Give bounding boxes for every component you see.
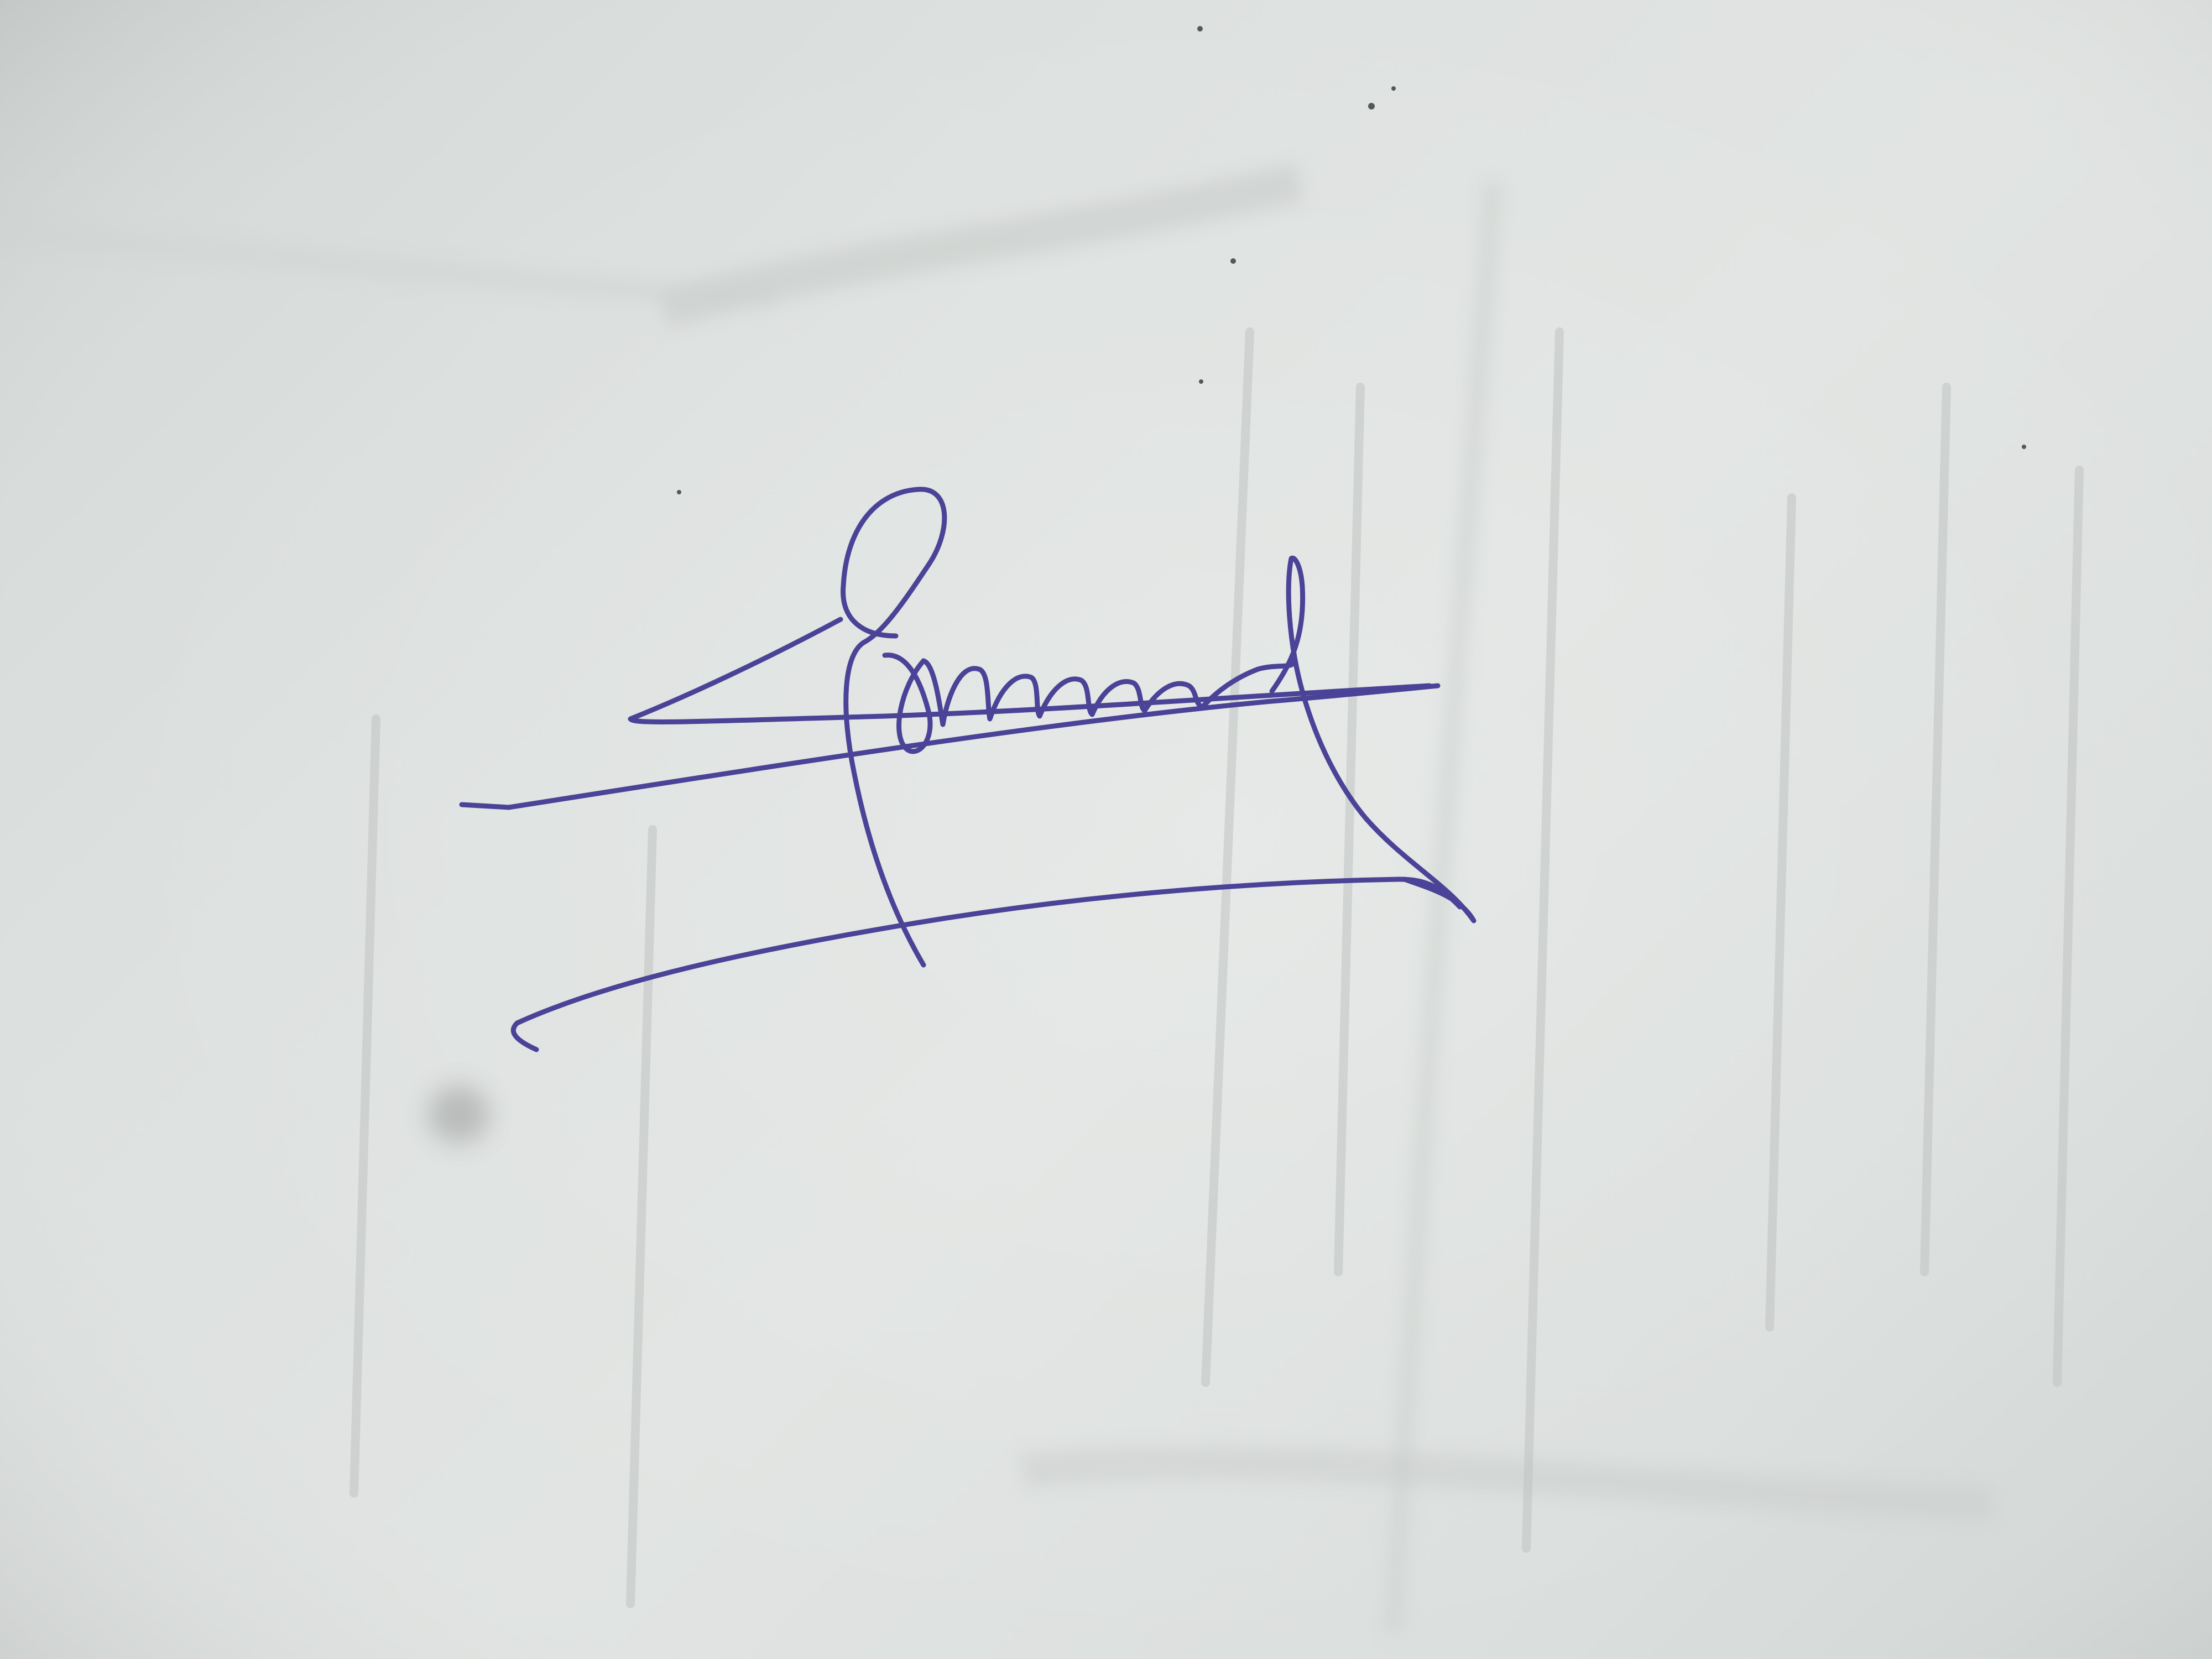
smudge-mark bbox=[429, 1086, 489, 1143]
